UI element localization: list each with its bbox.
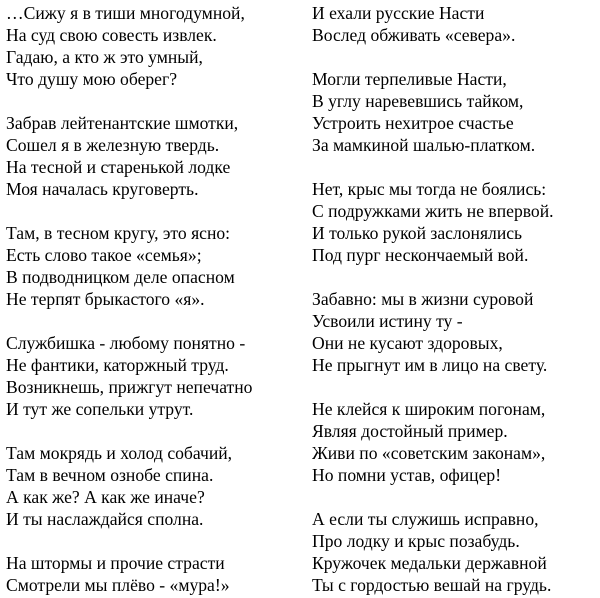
poem-line: Устроить нехитрое счастье: [312, 113, 514, 133]
poem-line: Там в вечном ознобе спина.: [6, 465, 214, 485]
poem-line: Есть слово такое «семья»;: [6, 245, 202, 265]
poem-line: Моя началась круговерть.: [6, 179, 199, 199]
poem-line: В углу наревевшись тайком,: [312, 91, 524, 111]
poem-line: …Сижу я в тиши многодумной,: [6, 3, 245, 23]
poem-line: А как же? А как же иначе?: [6, 487, 205, 507]
poem-line: Усвоили истину ту -: [312, 311, 463, 331]
poem-line: Сошел я в железную твердь.: [6, 135, 220, 155]
poem-line: Про лодку и крыс позабудь.: [312, 531, 520, 551]
poem-line: Но помни устав, офицер!: [312, 465, 502, 485]
poem-line: Под пург нескончаемый вой.: [312, 245, 529, 265]
poem-line: И ехали русские Насти: [312, 3, 485, 23]
poem-line: Возникнешь, прижгут непечатно: [6, 377, 253, 397]
poem-line: На суд свою совесть извлек.: [6, 25, 217, 45]
poem-line: Забавно: мы в жизни суровой: [312, 289, 534, 309]
poem-line: Нет, крыс мы тогда не боялись:: [312, 179, 547, 199]
poem-line: Службишка - любому понятно -: [6, 333, 246, 353]
poem-line: На тесной и старенькой лодке: [6, 157, 231, 177]
poem-line: Гадаю, а кто ж это умный,: [6, 47, 203, 67]
poem-line: В подводницком деле опасном: [6, 267, 235, 287]
poem-line: Они не кусают здоровых,: [312, 333, 503, 353]
poem-line: Там, в тесном кругу, это ясно:: [6, 223, 231, 243]
poem-line: Что душу мою оберег?: [6, 69, 178, 89]
poem-line: На штормы и прочие страсти: [6, 553, 225, 573]
poem-line: С подружками жить не впервой.: [312, 201, 554, 221]
poem-line: Являя достойный пример.: [312, 421, 508, 441]
poem-line: Ты с гордостью вешай на грудь.: [312, 575, 552, 595]
poem-line: А если ты служишь исправно,: [312, 509, 539, 529]
poem-line: Вослед обживать «севера».: [312, 25, 516, 45]
poem-line: И тут же сопельки утрут.: [6, 399, 194, 419]
poem-line: Не терпят брыкастого «я».: [6, 289, 205, 309]
poem-line: И только рукой заслонялись: [312, 223, 523, 243]
poem-line: Не прыгнут им в лицо на свету.: [312, 355, 548, 375]
poem-line: Живи по «советским законам»,: [312, 443, 546, 463]
poem-line: Не фантики, каторжный труд.: [6, 355, 229, 375]
poem-line: Там мокрядь и холод собачий,: [6, 443, 233, 463]
poem-line: Кружочек медальки державной: [312, 553, 547, 573]
poem-line: Забрав лейтенантские шмотки,: [6, 113, 239, 133]
poem-line: И ты наслаждайся сполна.: [6, 509, 204, 529]
poem-line: За мамкиной шалью-платком.: [312, 135, 536, 155]
poem-line: Не клейся к широким погонам,: [312, 399, 546, 419]
poem-line: Могли терпеливые Насти,: [312, 69, 507, 89]
poem-line: Смотрели мы плёво - «мура!»: [6, 575, 230, 595]
